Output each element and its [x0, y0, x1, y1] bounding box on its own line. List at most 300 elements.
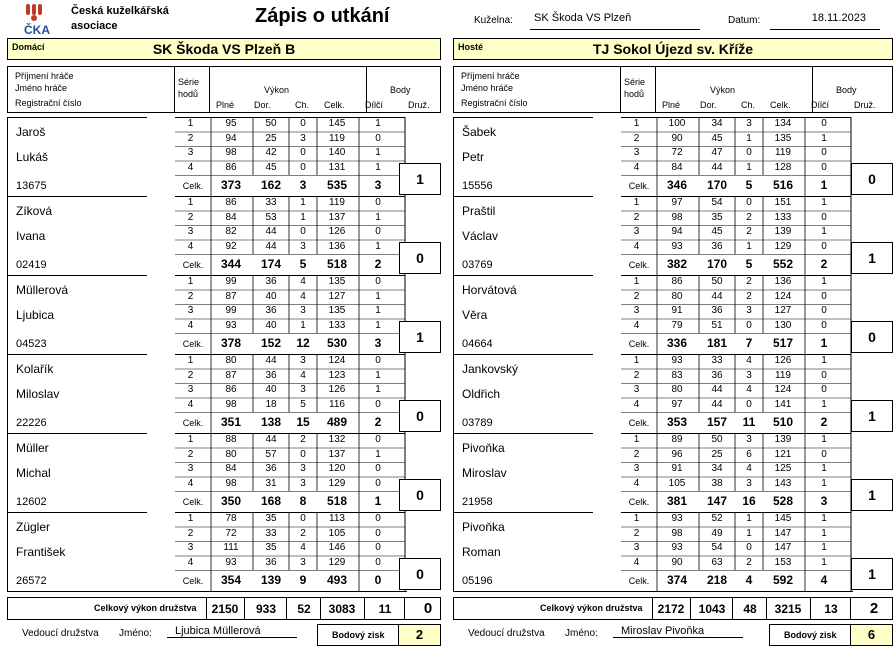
celk-value: 136 — [328, 240, 346, 252]
cka-logo — [6, 3, 64, 37]
series-row — [621, 449, 851, 463]
ch-value: 0 — [300, 147, 306, 158]
series-number: 4 — [187, 240, 194, 252]
series-number: 3 — [187, 542, 194, 553]
celk-label: Celk. — [182, 260, 204, 270]
dilci-value: 1 — [821, 463, 827, 474]
team-point-box: 0 — [851, 163, 893, 195]
away-player-6 — [453, 512, 893, 591]
total-dor: 147 — [706, 494, 728, 508]
plne-value: 72 — [671, 147, 683, 158]
dilci-value: 0 — [821, 118, 827, 129]
plne-value: 98 — [225, 398, 237, 410]
dor-value: 45 — [265, 161, 277, 173]
series-row — [621, 305, 851, 319]
series-number: 2 — [633, 290, 640, 302]
player-firstname: Miloslav — [16, 387, 60, 401]
player-firstname: Věra — [462, 308, 488, 322]
series-row — [175, 133, 405, 147]
series-row — [175, 226, 405, 240]
dor-value: 57 — [265, 448, 277, 460]
celk-value: 123 — [328, 369, 346, 381]
series-row — [175, 478, 405, 492]
plne-value: 87 — [225, 369, 237, 381]
plne-value: 94 — [225, 132, 237, 144]
celk-value: 143 — [774, 477, 792, 489]
total-celk: 552 — [772, 257, 794, 271]
home-table-header — [7, 66, 441, 113]
player-firstname: Ljubica — [16, 308, 55, 322]
dor-value: 31 — [265, 477, 277, 489]
celk-label: Celk. — [182, 181, 204, 191]
header-label: Body — [390, 85, 411, 95]
ch-value: 3 — [300, 240, 306, 252]
series-row — [621, 478, 851, 492]
plne-value: 93 — [671, 542, 683, 553]
dilci-value: 1 — [375, 147, 381, 158]
celk-value: 119 — [775, 147, 791, 158]
ch-value: 0 — [746, 542, 752, 553]
plne-value: 80 — [225, 448, 237, 460]
team-point-box: 0 — [399, 558, 441, 590]
series-number: 1 — [187, 513, 194, 524]
team-leader-label: Vedoucí družstva — [22, 628, 99, 639]
header-label: Jméno hráče — [461, 83, 514, 93]
team-point-box: 1 — [851, 400, 893, 432]
home-player-2 — [7, 196, 441, 275]
series-row — [621, 320, 851, 334]
series-number: 3 — [187, 147, 194, 158]
series-number: 2 — [187, 211, 194, 223]
header-label: Série — [178, 77, 200, 87]
player-total-row — [621, 254, 851, 275]
dilci-value: 1 — [821, 477, 827, 489]
ch-value: 1 — [300, 197, 306, 208]
total-celk: 592 — [772, 573, 794, 587]
plne-value: 88 — [225, 434, 237, 445]
dilci-value: 1 — [375, 240, 381, 252]
dor-value: 45 — [711, 132, 723, 144]
dilci-value: 0 — [375, 513, 381, 524]
dilci-value: 0 — [821, 211, 827, 223]
celk-value: 105 — [328, 527, 346, 539]
series-number: 2 — [187, 290, 194, 302]
header-label: Příjmení hráče — [15, 71, 74, 81]
plne-value: 84 — [225, 211, 237, 223]
plne-value: 80 — [671, 290, 683, 302]
celk-value: 124 — [774, 384, 792, 395]
series-row — [621, 513, 851, 527]
dilci-value: 0 — [375, 556, 381, 568]
dor-value: 44 — [265, 434, 277, 445]
ch-value: 1 — [746, 527, 752, 539]
series-number: 4 — [187, 556, 194, 568]
header-label: Celk. — [324, 100, 345, 110]
total-dilci: 4 — [820, 573, 828, 587]
team-point-box: 0 — [399, 242, 441, 274]
series-number: 4 — [633, 319, 640, 331]
dor-value: 40 — [265, 319, 277, 331]
total-dilci: 0 — [374, 573, 382, 587]
series-row — [175, 384, 405, 398]
total-dilci: 2 — [374, 415, 382, 429]
ch-value: 2 — [746, 290, 752, 302]
celk-label: Celk. — [628, 418, 650, 428]
dilci-value: 0 — [375, 463, 381, 474]
dilci-value: 1 — [375, 319, 381, 331]
celk-value: 145 — [774, 513, 792, 524]
team-points: 2 — [869, 600, 879, 617]
series-number: 1 — [633, 513, 640, 524]
celk-label: Celk. — [628, 576, 650, 586]
player-reg-number: 26572 — [16, 575, 47, 587]
celk-value: 119 — [329, 197, 345, 208]
dor-value: 40 — [265, 290, 277, 302]
series-number: 3 — [633, 384, 640, 395]
home-player-6 — [7, 512, 441, 591]
dilci-value: 1 — [821, 556, 827, 568]
player-firstname: Lukáš — [16, 150, 49, 164]
series-number: 3 — [187, 384, 194, 395]
player-reg-number: 05196 — [462, 575, 493, 587]
player-total-row — [175, 254, 405, 275]
series-number: 1 — [633, 355, 640, 366]
player-surname: Müllerová — [16, 283, 69, 297]
header-label: Dílčí — [365, 100, 383, 110]
header-label: Druž. — [854, 100, 876, 110]
team-plne: 2172 — [657, 602, 685, 616]
plne-value: 93 — [671, 513, 683, 524]
celk-value: 126 — [328, 226, 346, 237]
total-ch: 16 — [742, 494, 756, 508]
series-number: 4 — [633, 161, 640, 173]
player-firstname: Václav — [462, 229, 499, 243]
team-ch: 52 — [297, 602, 311, 616]
series-number: 4 — [633, 477, 640, 489]
ch-value: 0 — [746, 398, 752, 410]
team-points: 0 — [423, 600, 433, 617]
series-number: 3 — [633, 147, 640, 158]
series-row — [175, 147, 405, 161]
series-row — [175, 542, 405, 556]
celk-value: 137 — [328, 211, 346, 223]
plne-value: 92 — [225, 240, 237, 252]
player-reg-number: 21958 — [462, 496, 493, 508]
team-total-label: Celkový výkon družstva — [540, 603, 643, 613]
header-label: hodů — [178, 89, 199, 99]
plne-value: 94 — [671, 226, 683, 237]
series-row — [175, 355, 405, 369]
team-point-box: 1 — [851, 558, 893, 590]
ch-value: 0 — [300, 513, 306, 524]
total-celk: 516 — [772, 178, 794, 192]
plne-value: 89 — [671, 434, 683, 445]
dor-value: 54 — [711, 542, 723, 553]
total-ch: 4 — [745, 573, 753, 587]
celk-value: 146 — [328, 542, 346, 553]
player-total-row — [175, 491, 405, 512]
total-celk: 518 — [326, 494, 348, 508]
team-point-box: 1 — [399, 321, 441, 353]
ch-value: 4 — [300, 276, 306, 287]
player-total-row — [175, 175, 405, 196]
plne-value: 72 — [225, 527, 237, 539]
header-label: Výkon — [264, 85, 290, 95]
player-total-row — [621, 491, 851, 512]
dor-value: 63 — [711, 556, 723, 568]
dor-value: 44 — [265, 240, 277, 252]
player-reg-number: 04523 — [16, 338, 47, 350]
series-row — [621, 147, 851, 161]
series-row — [175, 528, 405, 542]
ch-value: 2 — [746, 211, 752, 223]
total-plne: 354 — [220, 573, 242, 587]
dor-value: 50 — [265, 118, 277, 129]
team-point-box: 1 — [851, 242, 893, 274]
player-total-row — [175, 412, 405, 433]
total-celk: 493 — [326, 573, 348, 587]
total-plne: 382 — [666, 257, 688, 271]
home-team-total — [7, 597, 441, 620]
series-number: 3 — [633, 542, 640, 553]
dor-value: 36 — [711, 369, 723, 381]
celk-value: 130 — [774, 319, 792, 331]
ch-value: 2 — [300, 434, 306, 445]
svg-text:ČKA: ČKA — [24, 23, 50, 37]
series-row — [175, 449, 405, 463]
header-label: Ch. — [741, 100, 756, 110]
celk-value: 135 — [774, 132, 792, 144]
series-number: 1 — [633, 276, 640, 287]
celk-value: 153 — [774, 556, 792, 568]
total-dor: 139 — [260, 573, 282, 587]
total-dor: 174 — [260, 257, 282, 271]
ch-value: 1 — [300, 211, 306, 223]
total-celk: 535 — [326, 178, 348, 192]
series-row — [175, 370, 405, 384]
plne-value: 82 — [225, 226, 237, 237]
ch-value: 0 — [746, 319, 752, 331]
series-number: 1 — [187, 276, 194, 287]
series-number: 1 — [633, 118, 640, 129]
ch-value: 5 — [300, 398, 306, 410]
ch-value: 3 — [300, 477, 306, 489]
plne-value: 91 — [671, 463, 683, 474]
series-number: 3 — [187, 305, 194, 316]
series-row — [621, 212, 851, 226]
dor-value: 44 — [711, 384, 723, 395]
ch-value: 2 — [746, 556, 752, 568]
venue-value: SK Škoda VS Plzeň — [530, 12, 700, 30]
player-firstname: František — [16, 545, 66, 559]
header-label: Série — [624, 77, 646, 87]
series-number: 4 — [633, 240, 640, 252]
player-surname: Praštil — [462, 204, 496, 218]
header-label: Jméno hráče — [15, 83, 68, 93]
celk-value: 125 — [774, 463, 792, 474]
series-row — [621, 162, 851, 176]
series-row — [175, 320, 405, 334]
ch-value: 0 — [300, 161, 306, 173]
plne-value: 95 — [225, 118, 237, 129]
total-dilci: 1 — [820, 336, 828, 350]
dilci-value: 0 — [821, 161, 827, 173]
ch-value: 2 — [300, 527, 306, 539]
celk-value: 133 — [328, 319, 346, 331]
plne-value: 80 — [225, 355, 237, 366]
player-reg-number: 15556 — [462, 180, 493, 192]
ch-value: 3 — [746, 118, 752, 129]
dor-value: 50 — [711, 276, 723, 287]
plne-value: 84 — [671, 161, 683, 173]
dor-value: 54 — [711, 197, 723, 208]
dilci-value: 1 — [375, 384, 381, 395]
series-row — [621, 355, 851, 369]
dor-value: 44 — [711, 398, 723, 410]
team-dilci: 13 — [824, 602, 838, 616]
dilci-value: 0 — [375, 542, 381, 553]
dor-value: 36 — [265, 369, 277, 381]
leader-name-label: Jméno: — [119, 628, 152, 639]
series-row — [175, 276, 405, 290]
dilci-value: 1 — [821, 527, 827, 539]
dor-value: 44 — [711, 290, 723, 302]
header-label: Plné — [216, 100, 235, 110]
dor-value: 35 — [711, 211, 723, 223]
away-team-total — [453, 597, 893, 620]
dor-value: 36 — [711, 240, 723, 252]
ch-value: 4 — [746, 463, 752, 474]
dor-value: 38 — [711, 477, 723, 489]
home-player-4 — [7, 354, 441, 433]
celk-value: 139 — [774, 226, 792, 237]
plne-value: 86 — [225, 161, 237, 173]
player-reg-number: 04664 — [462, 338, 493, 350]
total-dor: 152 — [260, 336, 282, 350]
plne-value: 87 — [225, 290, 237, 302]
series-row — [175, 434, 405, 448]
celk-value: 135 — [328, 276, 346, 287]
celk-value: 119 — [329, 132, 345, 144]
celk-value: 132 — [328, 434, 346, 445]
celk-value: 147 — [774, 542, 792, 553]
dilci-value: 1 — [821, 434, 827, 445]
dor-value: 18 — [265, 398, 277, 410]
celk-value: 127 — [328, 290, 346, 302]
away-team-bar — [453, 38, 893, 60]
celk-value: 133 — [774, 211, 792, 223]
series-row — [175, 212, 405, 226]
plne-value: 97 — [671, 398, 683, 410]
dilci-value: 0 — [821, 319, 827, 331]
celk-value: 131 — [328, 161, 346, 173]
celk-value: 129 — [328, 477, 346, 489]
player-reg-number: 02419 — [16, 259, 47, 271]
series-row — [175, 557, 405, 571]
celk-value: 126 — [328, 384, 346, 395]
player-surname: Zíková — [16, 204, 53, 218]
plne-value: 93 — [671, 355, 683, 366]
plne-value: 99 — [225, 276, 237, 287]
series-number: 1 — [633, 197, 640, 208]
series-number: 3 — [187, 226, 194, 237]
away-team-name: TJ Sokol Újezd sv. Kříže — [592, 41, 753, 57]
home-team-name: SK Škoda VS Plzeň B — [152, 41, 296, 57]
player-total-row — [175, 570, 405, 591]
plne-value: 98 — [225, 477, 237, 489]
dilci-value: 0 — [821, 305, 827, 316]
ch-value: 6 — [746, 448, 752, 460]
player-surname: Kolařík — [16, 362, 54, 376]
total-ch: 5 — [745, 178, 753, 192]
series-row — [175, 399, 405, 413]
celk-label: Celk. — [182, 576, 204, 586]
celk-value: 119 — [775, 369, 791, 381]
player-reg-number: 22226 — [16, 417, 47, 429]
organization-name: Česká kuželkářská asociace — [71, 5, 169, 32]
series-row — [175, 513, 405, 527]
series-row — [621, 528, 851, 542]
team-point-box: 0 — [399, 479, 441, 511]
ch-value: 1 — [746, 132, 752, 144]
ch-value: 3 — [746, 305, 752, 316]
total-ch: 9 — [299, 573, 307, 587]
celk-label: Celk. — [182, 497, 204, 507]
series-number: 2 — [187, 448, 194, 460]
total-dor: 218 — [706, 573, 728, 587]
home-player-1 — [7, 117, 441, 196]
total-ch: 11 — [742, 415, 756, 429]
team-celk: 3083 — [328, 602, 356, 616]
dilci-value: 0 — [821, 369, 827, 381]
header-label: Registrační číslo — [15, 98, 82, 108]
series-number: 3 — [187, 463, 194, 474]
player-firstname: Miroslav — [462, 466, 507, 480]
celk-value: 126 — [774, 355, 792, 366]
team-total-label: Celkový výkon družstva — [94, 603, 197, 613]
team-ch: 48 — [743, 602, 757, 616]
plne-value: 90 — [671, 132, 683, 144]
series-row — [621, 399, 851, 413]
player-surname: Müller — [16, 441, 49, 455]
celk-label: Celk. — [628, 260, 650, 270]
plne-value: 91 — [671, 305, 683, 316]
dilci-value: 0 — [375, 434, 381, 445]
total-plne: 381 — [666, 494, 688, 508]
ch-value: 3 — [300, 355, 306, 366]
total-celk: 518 — [326, 257, 348, 271]
ch-value: 3 — [746, 477, 752, 489]
series-number: 3 — [633, 463, 640, 474]
plne-value: 79 — [671, 319, 683, 331]
series-row — [621, 463, 851, 477]
series-number: 4 — [633, 398, 640, 410]
away-player-4 — [453, 354, 893, 433]
celk-value: 134 — [774, 118, 792, 129]
series-number: 2 — [633, 369, 640, 381]
player-surname: Jankovský — [462, 362, 519, 376]
ch-value: 4 — [300, 369, 306, 381]
dilci-value: 1 — [821, 276, 827, 287]
celk-value: 136 — [774, 276, 792, 287]
player-firstname: Oldřich — [462, 387, 501, 401]
series-row — [621, 384, 851, 398]
ch-value: 4 — [746, 384, 752, 395]
total-dilci: 1 — [820, 178, 828, 192]
player-reg-number: 03769 — [462, 259, 493, 271]
dilci-value: 0 — [821, 240, 827, 252]
dor-value: 34 — [711, 118, 723, 129]
